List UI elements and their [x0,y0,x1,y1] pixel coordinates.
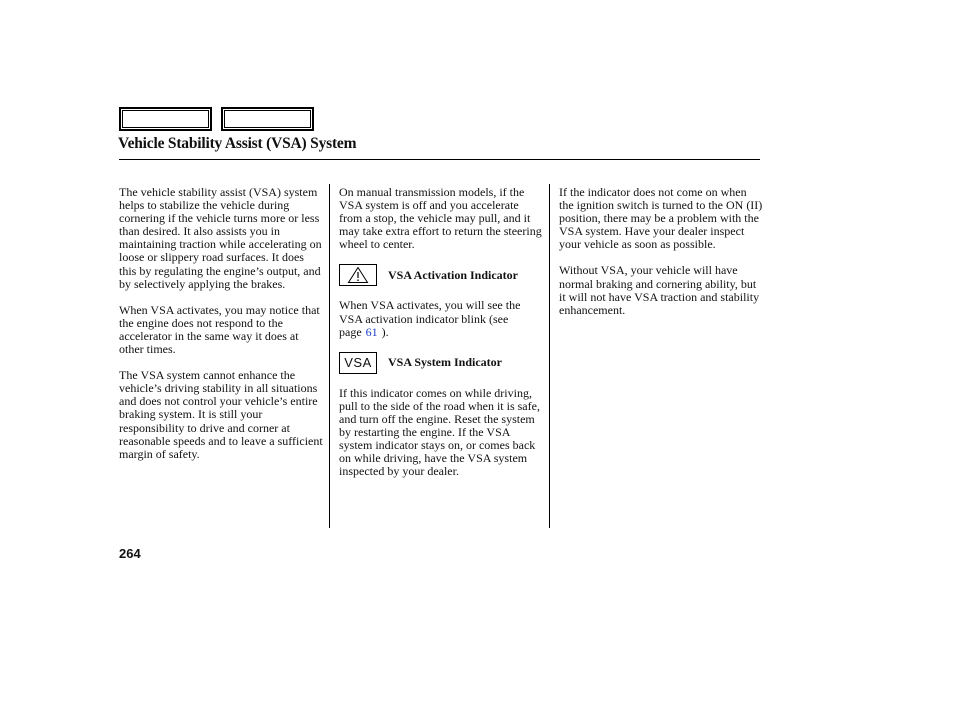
vsa-indicator-label: VSA [344,355,372,371]
activation-text-before: When VSA activates, you will see the VSA activation indicator blink (see page [339,298,521,339]
nav-box-previous[interactable] [119,107,212,131]
activation-indicator-paragraph [339,299,544,338]
title-rule [119,159,760,160]
system-indicator-header [339,352,544,374]
page-number: 264 [119,546,141,561]
vsa-activation-notice-paragraph: When VSA activates, you may notice that the engine does not respond to the accelerator in the same way it does at other times. [119,302,320,357]
without-vsa-paragraph: Without VSA, your vehicle will have normal braking and cornering ability, but it will not have VSA traction and stability enhancement. [559,263,760,317]
activation-text-after: ). [381,324,389,339]
column-1 [119,186,324,474]
nav-box-next[interactable] [221,107,314,131]
column-2 [339,186,544,491]
activation-indicator-heading: VSA Activation Indicator [388,267,519,282]
activation-indicator-header [339,264,544,286]
column-3 [559,186,764,330]
page-title: Vehicle Stability Assist (VSA) System [118,135,357,152]
vsa-limitations-paragraph: The VSA system cannot enhance the vehicle’s driving stability in all situations and does not control your vehicle’s entire braking system. It is still your responsibility to drive and corner at reasonable speeds and to leave a sufficient margin of safety. [119,368,323,461]
system-indicator-heading: VSA System Indicator [388,355,503,370]
vsa-indicator-icon [339,352,377,374]
manual-transmission-paragraph: On manual transmission models, if the VSA system is off and you accelerate from a stop, the vehicle may pull, and it may take extra effort to return the steering wheel to center. [339,185,542,252]
column-divider-1 [329,184,330,528]
column-divider-2 [549,184,550,528]
system-indicator-paragraph: If this indicator comes on while driving, pull to the side of the road when it is safe, and turn off the engine. Reset the system by restarting the engine. If the VSA system indicator stays on, or comes back on while driving, have the VSA system inspected by your dealer. [339,385,540,479]
page-61-link[interactable]: 61 [365,324,378,339]
warning-triangle-icon [339,264,377,286]
indicator-check-paragraph: If the indicator does not come on when the ignition switch is turned to the ON (II) position, there may be a problem with the VSA system. Have your dealer inspect your vehicle as soon as possible. [559,185,763,252]
vsa-intro-paragraph: The vehicle stability assist (VSA) system helps to stabilize the vehicle during cornering if the vehicle turns more or less than desired. It also assists you in maintaining traction while accelerating on loose or slippery road surfaces. It does this by regulating the engine’s output, and by selectively applying the brakes. [119,185,322,291]
